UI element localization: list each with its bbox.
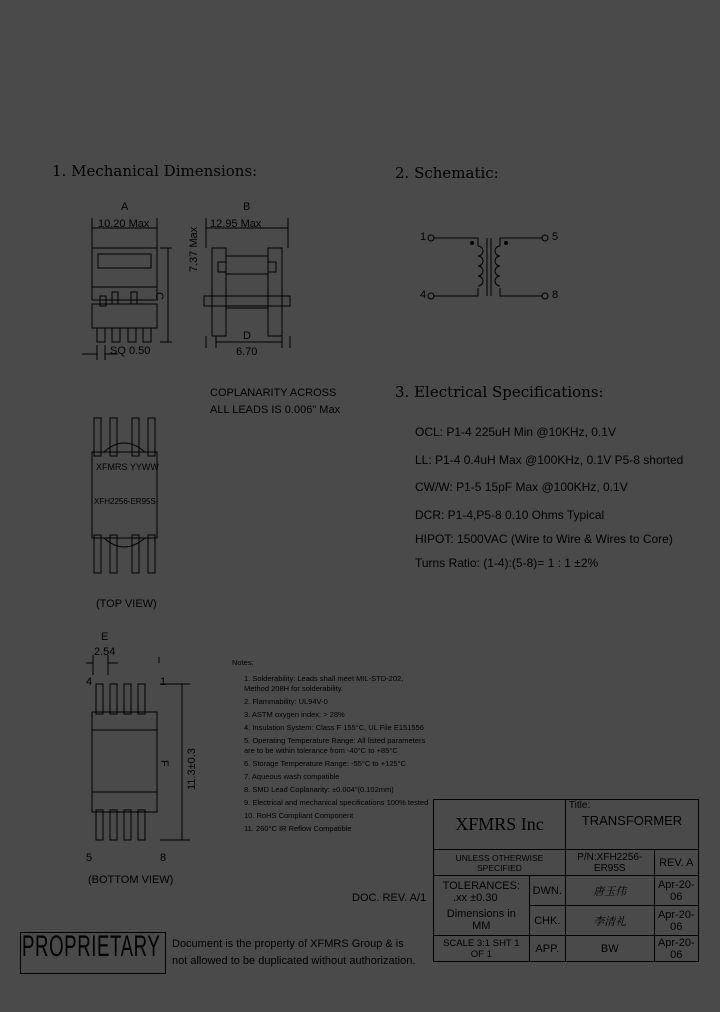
dim-b-label: B [243, 201, 251, 213]
dim-d-label: D [243, 330, 251, 342]
note-line: are to be within tolerance from -40°C to +85°C [244, 746, 398, 755]
title-cell [565, 800, 698, 850]
note-line: 10. RoHS Compliant Component [244, 811, 354, 820]
title-label: Title: [568, 800, 591, 811]
note-line: 5. Operating Temperature Range: All listed parameters [244, 736, 426, 745]
unless-specified: UNLESS OTHERWISE SPECIFIED [434, 850, 566, 876]
tolerances-cell [434, 876, 530, 936]
note-line: 3. ASTM oxygen index: > 28% [244, 710, 345, 719]
title-block [433, 799, 699, 962]
dwn-date: Apr-20-06 [654, 876, 698, 906]
dwn-signature: 唐玉伟 [565, 876, 654, 906]
app-label: APP. [529, 936, 565, 962]
dim-e-value: 2.54 [94, 646, 116, 658]
note-line: 7. Aqueous wash compatible [244, 772, 340, 781]
tolerances-label: TOLERANCES: [442, 879, 521, 892]
spec-ocl: OCL: P1-4 225uH Min @10KHz, 0.1V [415, 425, 616, 439]
dim-c-label: C [153, 292, 165, 300]
schematic-pin-1: 1 [420, 231, 427, 243]
dim-c-value: 7.37 Max [188, 226, 200, 272]
dim-sq-value: SQ 0.50 [110, 345, 151, 357]
title-value: TRANSFORMER [581, 813, 683, 828]
note-line: 6. Storage Temperature Range: -55°C to +125°C [244, 759, 406, 768]
dim-f-value: 11.3±0.3 [186, 748, 198, 790]
note-line: Method 208H for solderability. [244, 684, 344, 693]
mechanical-heading: 1. Mechanical Dimensions: [52, 162, 258, 180]
schematic-pin-5: 5 [552, 231, 559, 243]
part-number: P/N:XFH2256-ER95S [565, 850, 654, 876]
bottom-pin-1: 1 [160, 676, 167, 688]
dim-b-value: 12.95 Max [210, 218, 262, 230]
spec-turns-ratio: Turns Ratio: (1-4):(5-8)= 1 : 1 ±2% [415, 556, 599, 570]
note-line: 2. Flammability: UL94V-0 [244, 697, 328, 706]
spec-dcr: DCR: P1-4,P5-8 0.10 Ohms Typical [415, 508, 605, 522]
revision: REV. A [654, 850, 698, 876]
note-line: 9. Electrical and mechanical specifications 100% tested [244, 798, 429, 807]
tolerances-value: .xx ±0.30 [453, 891, 498, 904]
footer-line-2: not allowed to be duplicated without authorization. [172, 955, 416, 967]
chk-label: CHK. [529, 906, 565, 936]
top-marking-1: XFMRS YYWW [96, 462, 159, 472]
dwn-label: DWN. [529, 876, 565, 906]
spec-cww: CW/W: P1-5 15pF Max @100KHz, 0.1V [415, 480, 628, 494]
schematic-pin-8: 8 [552, 289, 559, 301]
dim-e-label: E [101, 631, 109, 643]
note-line: 1. Solderability: Leads shall meet MIL-STD-202, [244, 674, 404, 683]
footer-line-1: Document is the property of XFMRS Group & is [172, 938, 404, 950]
dim-a-value: 10.20 Max [98, 218, 150, 230]
coplanarity-line-1: COPLANARITY ACROSS [210, 387, 337, 399]
dim-d-value: 6.70 [236, 346, 258, 358]
electrical-heading: 3. Electrical Specifications: [395, 383, 604, 401]
schematic-pin-4: 4 [420, 289, 427, 301]
company-name: XFMRS Inc [434, 800, 566, 850]
dim-f-label: F [158, 760, 170, 767]
note-line: 8. SMD Lead Coplanarity: ±0.004"(0.102mm) [244, 785, 394, 794]
chk-signature: 李清礼 [565, 906, 654, 936]
note-line: 11. 260°C IR Reflow Compatible [244, 824, 352, 833]
app-signature: BW [565, 936, 654, 962]
doc-revision: DOC. REV. A/1 [352, 892, 427, 904]
proprietary-label: PROPRIETARY [22, 930, 161, 963]
top-marking-2: XFH2256-ER95S [94, 497, 156, 506]
note-line: 4. Insulation System: Class F 155°C, UL File E151556 [244, 723, 424, 732]
scale-sheet: SCALE 3:1 SHT 1 OF 1 [434, 936, 530, 962]
bottom-pin-4: 4 [86, 676, 93, 688]
notes-block [232, 658, 428, 834]
schematic-heading: 2. Schematic: [395, 164, 499, 182]
bottom-view-label: (BOTTOM VIEW) [88, 874, 174, 886]
spec-ll: LL: P1-4 0.4uH Max @100KHz, 0.1V P5-8 shorted [415, 453, 684, 467]
chk-date: Apr-20-06 [654, 906, 698, 936]
coplanarity-line-2: ALL LEADS IS 0.006" Max [210, 404, 341, 416]
top-view-label: (TOP VIEW) [96, 598, 157, 610]
bottom-pin-5: 5 [86, 852, 93, 864]
bottom-pin-8: 8 [160, 852, 167, 864]
spec-hipot: HIPOT: 1500VAC (Wire to Wire & Wires to Core) [415, 532, 673, 546]
notes-title: Notes: [232, 658, 254, 667]
dimensions-units: Dimensions in MM [446, 907, 516, 932]
dim-a-label: A [121, 201, 129, 213]
app-date: Apr-20-06 [654, 936, 698, 962]
